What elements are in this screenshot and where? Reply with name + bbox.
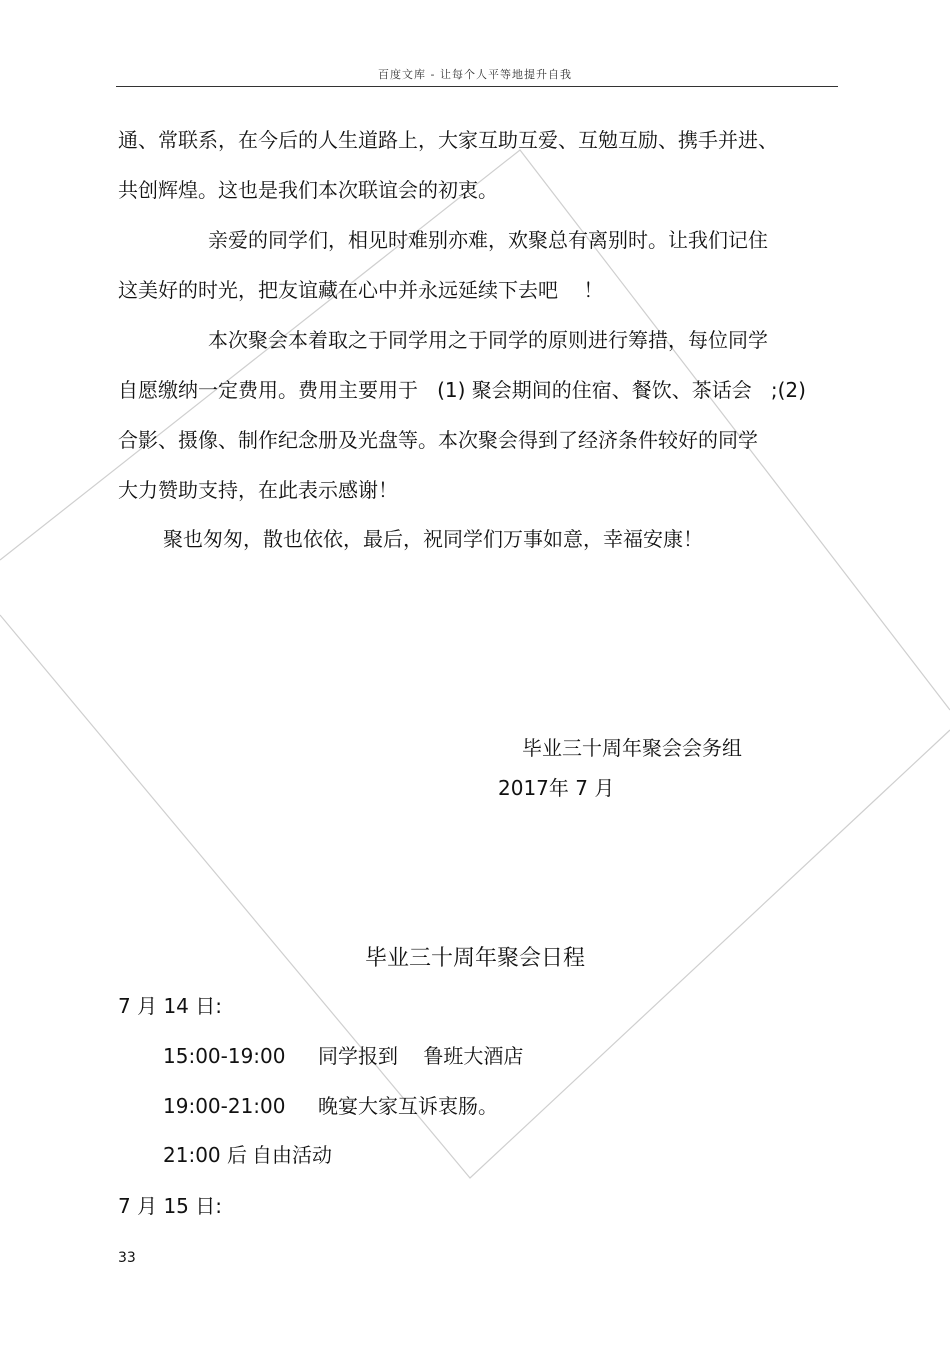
schedule-item-desc: 自由活动 [252,1143,332,1167]
header-divider [116,86,838,87]
page-number: 33 [118,1250,136,1266]
schedule-title: 毕业三十周年聚会日程 [364,946,585,971]
paragraph-line-2: 共创辉煌。这也是我们本次联谊会的初衷。 [118,178,498,202]
signature-date: 2017年 7 月 [498,776,615,800]
schedule-item-desc: 晚宴大家互诉衷肠。 [318,1094,498,1118]
paragraph-line-6: 自愿缴纳一定费用。费用主要用于 (1) 聚会期间的住宿、餐饮、茶话会 ;(2) [118,378,806,402]
schedule-day-heading: 7 月 14 日: [118,994,222,1018]
paragraph-line-9: 聚也匆匆，散也依依，最后，祝同学们万事如意，幸福安康！ [163,527,703,551]
signature-org: 毕业三十周年聚会会务组 [522,736,742,760]
paragraph-line-7: 合影、摄像、制作纪念册及光盘等。本次聚会得到了经济条件较好的同学 [118,428,758,452]
paragraph-line-1: 通、常联系，在今后的人生道路上，大家互助互爱、互勉互励、携手并进、 [118,128,778,152]
schedule-day-heading: 7 月 15 日: [118,1194,222,1218]
paragraph-line-8: 大力赞助支持，在此表示感谢！ [118,478,398,502]
schedule-item-time: 21:00 后 [163,1143,247,1167]
paragraph-line-3: 亲爱的同学们，相见时难别亦难，欢聚总有离别时。让我们记住 [208,228,768,252]
schedule-item-time: 19:00-21:00 [163,1094,286,1118]
paragraph-line-5: 本次聚会本着取之于同学用之于同学的原则进行筹措，每位同学 [208,328,768,352]
schedule-item-desc: 同学报到 鲁班大酒店 [318,1044,524,1068]
paragraph-line-4: 这美好的时光，把友谊藏在心中并永远延续下去吧 ！ [118,278,604,302]
schedule-item-time: 15:00-19:00 [163,1044,286,1068]
header-text: 百度文库 - 让每个人平等地提升自我 [378,68,572,81]
